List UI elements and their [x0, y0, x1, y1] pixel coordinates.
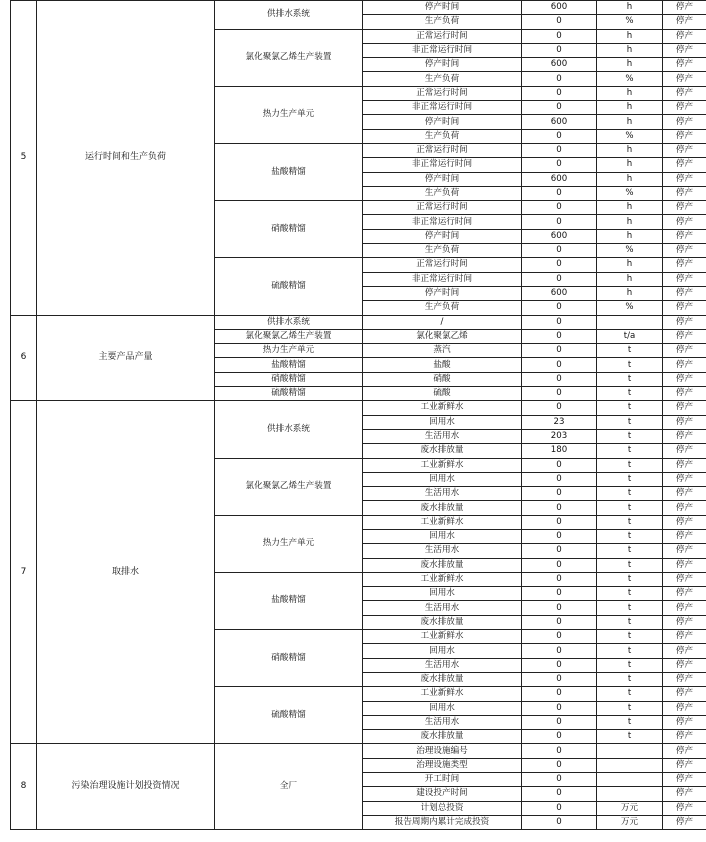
indicator-name: 建设投产时间	[363, 787, 522, 801]
indicator-value: 0	[522, 43, 597, 57]
indicator-name: 盐酸	[363, 358, 522, 372]
indicator-name: 蒸汽	[363, 344, 522, 358]
unit-of-measure: %	[597, 15, 663, 29]
unit-name: 热力生产单元	[215, 86, 363, 143]
indicator-name: 氯化聚氯乙烯	[363, 329, 522, 343]
status-value: 停产	[663, 515, 706, 529]
unit-of-measure: %	[597, 301, 663, 315]
unit-name: 硫酸精馏	[215, 258, 363, 315]
unit-of-measure: h	[597, 86, 663, 100]
indicator-name: 停产时间	[363, 58, 522, 72]
status-value: 停产	[663, 687, 706, 701]
unit-of-measure: h	[597, 286, 663, 300]
status-value: 停产	[663, 329, 706, 343]
indicator-name: 计划总投资	[363, 801, 522, 815]
unit-of-measure: h	[597, 1, 663, 15]
indicator-name: 工业新鲜水	[363, 458, 522, 472]
indicator-name: 回用水	[363, 529, 522, 543]
unit-of-measure: t	[597, 587, 663, 601]
status-value: 停产	[663, 601, 706, 615]
status-value: 停产	[663, 43, 706, 57]
unit-of-measure: 万元	[597, 815, 663, 829]
indicator-name: 生产负荷	[363, 301, 522, 315]
status-value: 停产	[663, 101, 706, 115]
unit-of-measure	[597, 773, 663, 787]
indicator-value: 0	[522, 315, 597, 329]
indicator-value: 0	[522, 29, 597, 43]
indicator-name: 生产负荷	[363, 186, 522, 200]
status-value: 停产	[663, 258, 706, 272]
indicator-name: 停产时间	[363, 286, 522, 300]
unit-name: 盐酸精馏	[215, 358, 363, 372]
status-value: 停产	[663, 458, 706, 472]
status-value: 停产	[663, 487, 706, 501]
unit-of-measure: t	[597, 458, 663, 472]
status-value: 停产	[663, 1, 706, 15]
unit-of-measure: t	[597, 715, 663, 729]
unit-of-measure: t	[597, 415, 663, 429]
indicator-name: 生产负荷	[363, 129, 522, 143]
status-value: 停产	[663, 815, 706, 829]
status-value: 停产	[663, 758, 706, 772]
unit-name: 热力生产单元	[215, 344, 363, 358]
indicator-value: 0	[522, 615, 597, 629]
indicator-name: 废水排放量	[363, 444, 522, 458]
indicator-name: 生活用水	[363, 487, 522, 501]
unit-name: 硫酸精馏	[215, 687, 363, 744]
indicator-value: 600	[522, 58, 597, 72]
indicator-name: 废水排放量	[363, 730, 522, 744]
unit-of-measure: t/a	[597, 329, 663, 343]
indicator-value: 0	[522, 744, 597, 758]
unit-of-measure: t	[597, 401, 663, 415]
unit-of-measure: t	[597, 515, 663, 529]
table-row	[11, 401, 706, 415]
indicator-value: 600	[522, 286, 597, 300]
indicator-value: 0	[522, 143, 597, 157]
unit-of-measure: t	[597, 501, 663, 515]
unit-name: 硝酸精馏	[215, 630, 363, 687]
unit-name: 供排水系统	[215, 1, 363, 30]
unit-of-measure: t	[597, 615, 663, 629]
indicator-name: 非正常运行时间	[363, 43, 522, 57]
indicator-value: 600	[522, 115, 597, 129]
unit-of-measure: t	[597, 387, 663, 401]
status-value: 停产	[663, 529, 706, 543]
unit-of-measure: t	[597, 701, 663, 715]
status-value: 停产	[663, 129, 706, 143]
unit-name: 盐酸精馏	[215, 143, 363, 200]
status-value: 停产	[663, 387, 706, 401]
indicator-value: 0	[522, 329, 597, 343]
indicator-name: 治理设施类型	[363, 758, 522, 772]
indicator-name: 生产负荷	[363, 72, 522, 86]
status-value: 停产	[663, 444, 706, 458]
unit-name: 硝酸精馏	[215, 372, 363, 386]
unit-name: 全厂	[215, 744, 363, 830]
unit-name: 盐酸精馏	[215, 572, 363, 629]
indicator-value: 0	[522, 529, 597, 543]
indicator-value: 0	[522, 344, 597, 358]
section-number: 8	[11, 744, 37, 830]
indicator-name: 工业新鲜水	[363, 515, 522, 529]
status-value: 停产	[663, 315, 706, 329]
indicator-value: 0	[522, 715, 597, 729]
unit-of-measure: t	[597, 444, 663, 458]
unit-name: 热力生产单元	[215, 515, 363, 572]
indicator-name: 生活用水	[363, 715, 522, 729]
table-row	[11, 1, 706, 15]
indicator-value: 600	[522, 172, 597, 186]
indicator-name: 生活用水	[363, 658, 522, 672]
status-value: 停产	[663, 715, 706, 729]
status-value: 停产	[663, 215, 706, 229]
section-category: 运行时间和生产负荷	[37, 1, 215, 316]
indicator-name: 正常运行时间	[363, 86, 522, 100]
indicator-name: 停产时间	[363, 115, 522, 129]
indicator-value: 0	[522, 572, 597, 586]
indicator-value: 0	[522, 186, 597, 200]
status-value: 停产	[663, 701, 706, 715]
unit-of-measure: t	[597, 372, 663, 386]
indicator-value: 600	[522, 229, 597, 243]
indicator-name: 生活用水	[363, 429, 522, 443]
section-number: 5	[11, 1, 37, 316]
status-value: 停产	[663, 572, 706, 586]
status-value: 停产	[663, 544, 706, 558]
status-value: 停产	[663, 672, 706, 686]
status-value: 停产	[663, 644, 706, 658]
unit-name: 供排水系统	[215, 315, 363, 329]
indicator-name: 正常运行时间	[363, 258, 522, 272]
unit-name: 氯化聚氯乙烯生产装置	[215, 29, 363, 86]
indicator-name: 硫酸	[363, 387, 522, 401]
unit-of-measure: h	[597, 29, 663, 43]
unit-of-measure: h	[597, 258, 663, 272]
indicator-name: 生活用水	[363, 544, 522, 558]
unit-of-measure: t	[597, 630, 663, 644]
indicator-value: 0	[522, 158, 597, 172]
status-value: 停产	[663, 15, 706, 29]
indicator-value: 0	[522, 701, 597, 715]
section-category: 污染治理设施计划投资情况	[37, 744, 215, 830]
status-value: 停产	[663, 801, 706, 815]
status-value: 停产	[663, 143, 706, 157]
indicator-value: 0	[522, 72, 597, 86]
unit-of-measure: h	[597, 43, 663, 57]
status-value: 停产	[663, 587, 706, 601]
unit-of-measure: t	[597, 730, 663, 744]
indicator-value: 0	[522, 630, 597, 644]
indicator-name: 工业新鲜水	[363, 401, 522, 415]
status-value: 停产	[663, 201, 706, 215]
indicator-value: 0	[522, 272, 597, 286]
indicator-value: 0	[522, 258, 597, 272]
indicator-value: 0	[522, 372, 597, 386]
indicator-name: 回用水	[363, 587, 522, 601]
indicator-name: /	[363, 315, 522, 329]
indicator-value: 0	[522, 558, 597, 572]
status-value: 停产	[663, 272, 706, 286]
indicator-name: 正常运行时间	[363, 29, 522, 43]
unit-name: 供排水系统	[215, 401, 363, 458]
status-value: 停产	[663, 501, 706, 515]
indicator-name: 废水排放量	[363, 558, 522, 572]
indicator-value: 0	[522, 672, 597, 686]
indicator-value: 0	[522, 644, 597, 658]
unit-of-measure: %	[597, 186, 663, 200]
status-value: 停产	[663, 429, 706, 443]
report-table	[10, 0, 706, 830]
section-category: 主要产品产量	[37, 315, 215, 401]
unit-of-measure: t	[597, 572, 663, 586]
unit-of-measure: t	[597, 687, 663, 701]
unit-of-measure: h	[597, 272, 663, 286]
unit-of-measure: h	[597, 143, 663, 157]
indicator-name: 工业新鲜水	[363, 572, 522, 586]
indicator-name: 非正常运行时间	[363, 101, 522, 115]
indicator-name: 废水排放量	[363, 615, 522, 629]
indicator-value: 0	[522, 301, 597, 315]
status-value: 停产	[663, 301, 706, 315]
indicator-name: 开工时间	[363, 773, 522, 787]
indicator-name: 正常运行时间	[363, 143, 522, 157]
indicator-name: 非正常运行时间	[363, 158, 522, 172]
unit-of-measure: %	[597, 72, 663, 86]
indicator-name: 回用水	[363, 701, 522, 715]
unit-of-measure	[597, 787, 663, 801]
indicator-name: 非正常运行时间	[363, 215, 522, 229]
unit-of-measure: 万元	[597, 801, 663, 815]
status-value: 停产	[663, 244, 706, 258]
status-value: 停产	[663, 358, 706, 372]
indicator-value: 0	[522, 730, 597, 744]
unit-of-measure: h	[597, 58, 663, 72]
indicator-value: 0	[522, 515, 597, 529]
indicator-value: 203	[522, 429, 597, 443]
unit-of-measure: t	[597, 429, 663, 443]
indicator-name: 生产负荷	[363, 15, 522, 29]
table-row	[11, 315, 706, 329]
indicator-value: 0	[522, 86, 597, 100]
indicator-name: 废水排放量	[363, 501, 522, 515]
indicator-value: 0	[522, 387, 597, 401]
unit-of-measure	[597, 758, 663, 772]
status-value: 停产	[663, 658, 706, 672]
status-value: 停产	[663, 172, 706, 186]
table-row	[11, 744, 706, 758]
indicator-value: 0	[522, 687, 597, 701]
status-value: 停产	[663, 730, 706, 744]
status-value: 停产	[663, 615, 706, 629]
status-value: 停产	[663, 158, 706, 172]
indicator-value: 0	[522, 487, 597, 501]
unit-of-measure: t	[597, 529, 663, 543]
indicator-value: 0	[522, 801, 597, 815]
indicator-value: 600	[522, 1, 597, 15]
section-number: 7	[11, 401, 37, 744]
indicator-name: 回用水	[363, 644, 522, 658]
indicator-value: 0	[522, 544, 597, 558]
unit-of-measure: t	[597, 672, 663, 686]
indicator-name: 回用水	[363, 472, 522, 486]
unit-of-measure: %	[597, 244, 663, 258]
indicator-value: 23	[522, 415, 597, 429]
indicator-name: 报告周期内累计完成投资	[363, 815, 522, 829]
indicator-name: 停产时间	[363, 172, 522, 186]
status-value: 停产	[663, 344, 706, 358]
unit-of-measure: t	[597, 644, 663, 658]
status-value: 停产	[663, 558, 706, 572]
indicator-value: 0	[522, 358, 597, 372]
indicator-name: 生活用水	[363, 601, 522, 615]
status-value: 停产	[663, 86, 706, 100]
indicator-value: 0	[522, 658, 597, 672]
status-value: 停产	[663, 58, 706, 72]
unit-of-measure: h	[597, 101, 663, 115]
status-value: 停产	[663, 472, 706, 486]
indicator-name: 回用水	[363, 415, 522, 429]
status-value: 停产	[663, 29, 706, 43]
indicator-name: 治理设施编号	[363, 744, 522, 758]
indicator-value: 0	[522, 201, 597, 215]
unit-of-measure	[597, 315, 663, 329]
status-value: 停产	[663, 401, 706, 415]
unit-of-measure: t	[597, 487, 663, 501]
status-value: 停产	[663, 372, 706, 386]
status-value: 停产	[663, 229, 706, 243]
unit-of-measure: %	[597, 129, 663, 143]
indicator-value: 0	[522, 129, 597, 143]
unit-of-measure: t	[597, 472, 663, 486]
unit-of-measure: t	[597, 601, 663, 615]
status-value: 停产	[663, 744, 706, 758]
unit-of-measure: t	[597, 358, 663, 372]
indicator-value: 0	[522, 401, 597, 415]
indicator-name: 工业新鲜水	[363, 630, 522, 644]
status-value: 停产	[663, 787, 706, 801]
indicator-name: 废水排放量	[363, 672, 522, 686]
indicator-name: 工业新鲜水	[363, 687, 522, 701]
indicator-value: 0	[522, 15, 597, 29]
unit-of-measure: h	[597, 229, 663, 243]
indicator-value: 0	[522, 501, 597, 515]
unit-of-measure: h	[597, 201, 663, 215]
unit-of-measure: t	[597, 344, 663, 358]
indicator-value: 0	[522, 787, 597, 801]
indicator-name: 停产时间	[363, 229, 522, 243]
status-value: 停产	[663, 186, 706, 200]
unit-of-measure: t	[597, 558, 663, 572]
indicator-value: 0	[522, 815, 597, 829]
indicator-value: 0	[522, 758, 597, 772]
indicator-value: 0	[522, 101, 597, 115]
unit-of-measure: h	[597, 158, 663, 172]
status-value: 停产	[663, 286, 706, 300]
status-value: 停产	[663, 630, 706, 644]
indicator-value: 0	[522, 244, 597, 258]
indicator-value: 0	[522, 587, 597, 601]
status-value: 停产	[663, 72, 706, 86]
status-value: 停产	[663, 115, 706, 129]
unit-of-measure: t	[597, 658, 663, 672]
indicator-name: 非正常运行时间	[363, 272, 522, 286]
unit-name: 硫酸精馏	[215, 387, 363, 401]
status-value: 停产	[663, 773, 706, 787]
unit-of-measure: h	[597, 172, 663, 186]
indicator-value: 0	[522, 215, 597, 229]
indicator-value: 0	[522, 773, 597, 787]
unit-name: 氯化聚氯乙烯生产装置	[215, 458, 363, 515]
unit-of-measure: h	[597, 115, 663, 129]
unit-name: 氯化聚氯乙烯生产装置	[215, 329, 363, 343]
unit-of-measure	[597, 744, 663, 758]
indicator-name: 生产负荷	[363, 244, 522, 258]
status-value: 停产	[663, 415, 706, 429]
indicator-name: 硝酸	[363, 372, 522, 386]
unit-of-measure: t	[597, 544, 663, 558]
indicator-name: 正常运行时间	[363, 201, 522, 215]
indicator-value: 0	[522, 472, 597, 486]
unit-of-measure: h	[597, 215, 663, 229]
indicator-value: 180	[522, 444, 597, 458]
unit-name: 硝酸精馏	[215, 201, 363, 258]
indicator-value: 0	[522, 458, 597, 472]
indicator-value: 0	[522, 601, 597, 615]
section-category: 取排水	[37, 401, 215, 744]
section-number: 6	[11, 315, 37, 401]
indicator-name: 停产时间	[363, 1, 522, 15]
